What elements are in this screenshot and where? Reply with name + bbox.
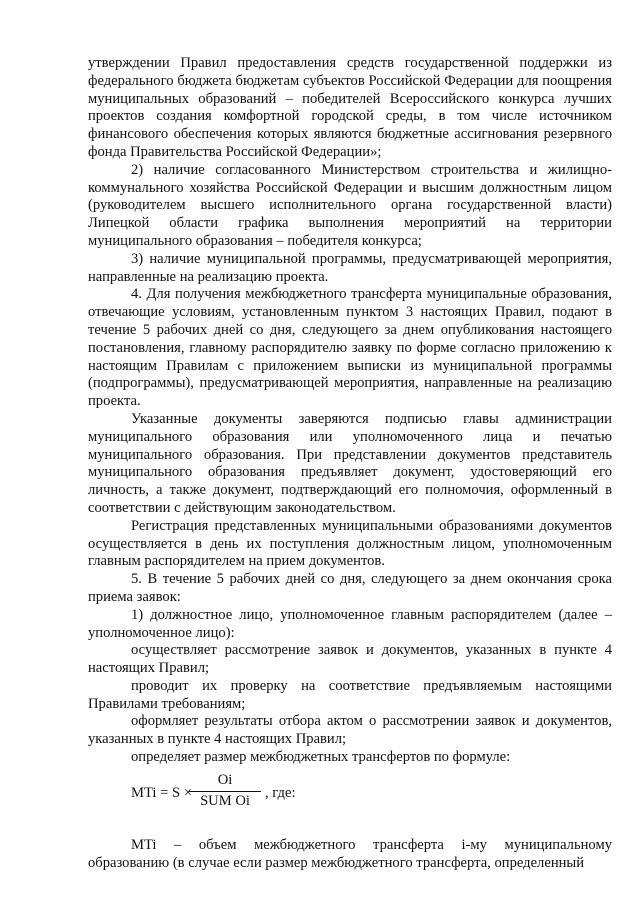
paragraph-1: утверждении Правил предоставления средств государственной поддержки из федерального бюджета бюджетам субъектов Российской Федерации для поощрения муниципальных образований – победителей Всероссийского конкурса лучших проектов создания комфортной городской среды, в том числе источником финансового обеспечения которых являются бюджетные ассигнования резервного фонда Правительства Российской Федерации»; [88, 55, 612, 160]
paragraph-4: 4. Для получения межбюджетного трансферта муниципальные образования, отвечающие условиям, установленным пунктом 3 настоящих Правил, подают в течение 5 рабочих дней со дня, следующего за днем опубликования настоящего постановления, главному распорядителю заявку по форме согласно приложению к настоящим Правилам с приложением выписки из муниципальной программы (подпрограммы), предусматривающей мероприятия, направленные на реализацию проекта. [88, 286, 612, 410]
paragraph-9: осуществляет рассмотрение заявок и документов, указанных в пункте 4 настоящих Правил; [88, 642, 612, 677]
paragraph-final: MTi – объем межбюджетного трансферта i-му муниципальному образованию (в случае если размер межбюджетного трансферта, определенный [88, 836, 612, 871]
formula [131, 767, 612, 821]
formula-denominator: SUM Oi [200, 792, 250, 809]
formula-fraction [189, 772, 261, 811]
spacer [88, 821, 612, 837]
paragraph-6: Регистрация представленных муниципальными образованиями документов осуществляется в день их поступления должностным лицом, уполномоченным главным распорядителем на прием документов. [88, 517, 612, 570]
paragraph-11: оформляет результаты отбора актом о рассмотрении заявок и документов, указанных в пункте 4 настоящих Правил; [88, 713, 612, 748]
paragraph-12: определяет размер межбюджетных трансфертов по формуле: [131, 749, 511, 766]
paragraph-10: проводит их проверку на соответствие предъявляемым настоящими Правилами требованиям; [88, 677, 612, 712]
paragraph-3: 3) наличие муниципальной программы, предусматривающей мероприятия, направленные на реализацию проекта. [88, 250, 612, 285]
formula-numerator: Oi [189, 772, 261, 792]
document-body [88, 55, 612, 872]
paragraph-7: 5. В течение 5 рабочих дней со дня, следующего за днем окончания срока приема заявок: [88, 571, 612, 605]
paragraph-2: 2) наличие согласованного Министерством строительства и жилищно-коммунального хозяйства Российской Федерации и высшим должностным лицом (руководителем высшего исполнительного органа государственной власти) Липецкой области графика выполнения мероприятий на территории муниципального образования – победителя конкурса; [88, 161, 612, 249]
paragraph-8: 1) должностное лицо, уполномоченное главным распорядителем (далее – уполномоченное лицо): [88, 606, 612, 641]
formula-tail: , где: [265, 784, 296, 801]
paragraph-5: Указанные документы заверяются подписью главы администрации муниципального образования или уполномоченного лица и печатью муниципального образования. При представлении документов представитель муниципального образования предъявляет документ, удостоверяющий его личность, а также документ, подтверждающий его полномочия, оформленный в соответствии с действующим законодательством. [88, 410, 612, 516]
formula-lhs: MTi = S × [131, 784, 192, 801]
